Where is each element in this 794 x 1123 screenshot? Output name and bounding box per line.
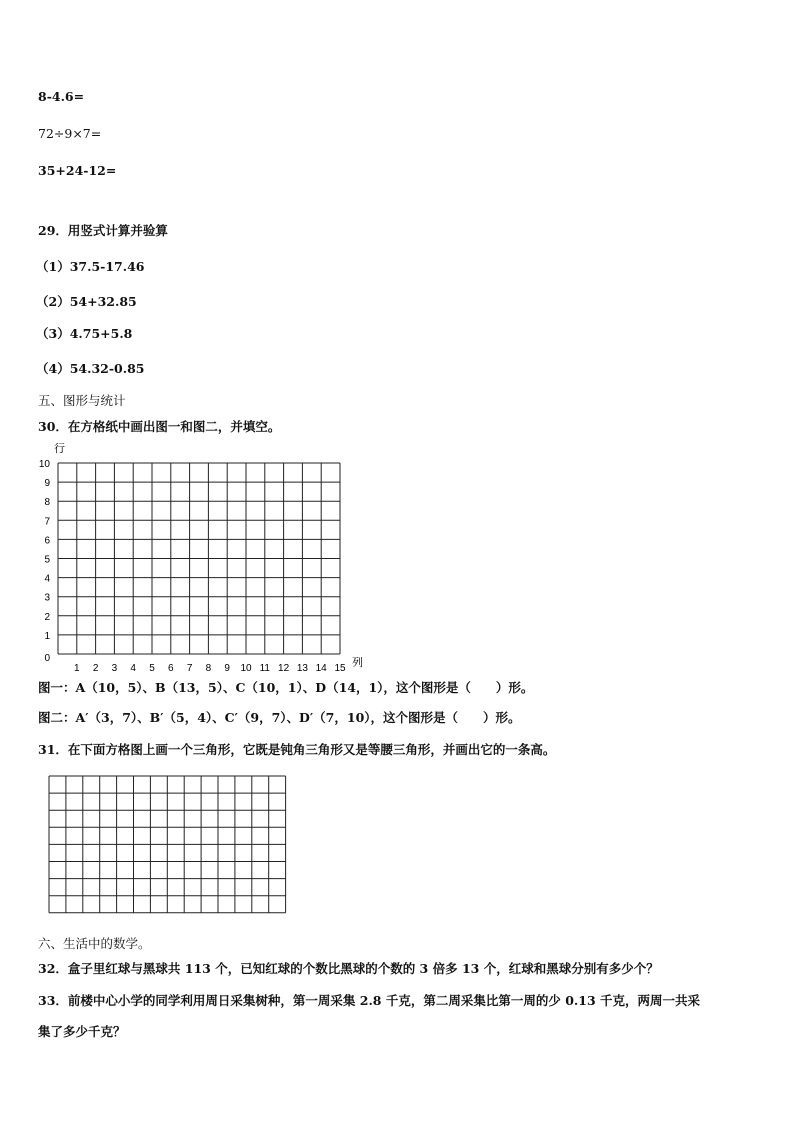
q30-y-tick-label: 6 [44,535,50,547]
q29-item-3: （3）4.75+5.8 [36,326,133,341]
q30-y-tick-label: 10 [38,459,50,470]
q30-y-tick-label: 0 [44,653,50,664]
q30-x-tick-label: 11 [259,663,270,674]
q30-x-tick-label: 12 [278,663,290,674]
q30-grid-lines [58,463,340,654]
q30-y-tick-label: 3 [44,592,50,604]
q30-x-tick-label: 4 [130,663,136,674]
q31-square-grid [45,772,290,917]
calc-q2: 72÷9×7= [38,126,102,141]
q30-x-tick-label: 9 [224,663,230,674]
q30-x-tick-label: 1 [74,663,80,674]
q33-line-1: 33．前楼中心小学的同学利用周日采集树种，第一周采集 2.8 千克，第二周采集比第一周的少 0.13 千克，两周一共采 [38,993,700,1008]
q29-item-1: （1）37.5-17.46 [36,259,145,274]
q30-x-tick-label: 5 [149,663,155,674]
calc-q1: 8-4.6= [38,89,85,104]
section-6-heading: 六、生活中的数学。 [38,936,151,951]
q30-y-tick-label: 1 [44,630,50,642]
q30-y-tick-label: 7 [44,516,50,528]
q30-x-axis-label: 列 [352,657,363,669]
q32-title: 32．盒子里红球与黑球共 113 个，已知红球的个数比黑球的个数的 3 倍多 13 个，红球和黑球分别有多少个？ [38,961,659,976]
q29-item-4: （4）54.32-0.85 [36,361,145,376]
q31-grid-lines [49,776,286,913]
q30-figure-1: 图一：A（10，5）、B（13，5）、C（10，1）、D（14，1），这个图形是（ ）形。 [38,680,534,695]
calc-q3: 35+24-12= [38,163,117,178]
q30-x-tick-label: 14 [315,663,327,674]
q31-title: 31．在下面方格图上画一个三角形，它既是钝角三角形又是等腰三角形，并画出它的一条高。 [38,742,556,757]
q30-y-tick-label: 9 [44,478,50,490]
q30-coordinate-grid [30,436,375,674]
q30-figure-2: 图二：A′（3，7）、B′（5，4）、C′（9，7）、D′（7，10），这个图形是（ ）形。 [38,710,521,725]
q30-y-tick-label: 5 [44,554,50,566]
q30-x-tick-label: 10 [240,663,252,674]
q33-line-2: 集了多少千克？ [38,1024,126,1039]
q30-x-tick-label: 3 [111,663,118,674]
q30-title: 30．在方格纸中画出图一和图二，并填空。 [38,419,281,434]
q29-item-2: （2）54+32.85 [36,294,137,309]
q30-x-tick-label: 7 [186,663,193,674]
q30-x-tick-label: 6 [168,663,174,674]
q30-x-tick-label: 13 [296,663,308,674]
q30-y-tick-label: 4 [44,573,50,585]
q30-x-tick-label: 15 [334,663,346,674]
section-5-heading: 五、图形与统计 [38,393,126,408]
q30-x-tick-label: 8 [205,663,212,674]
q30-y-tick-label: 8 [44,497,50,509]
q30-y-tick-label: 2 [44,611,50,623]
q30-x-tick-label: 2 [92,663,99,674]
q29-title: 29．用竖式计算并验算 [38,223,168,238]
q30-y-axis-label: 行 [54,443,65,455]
